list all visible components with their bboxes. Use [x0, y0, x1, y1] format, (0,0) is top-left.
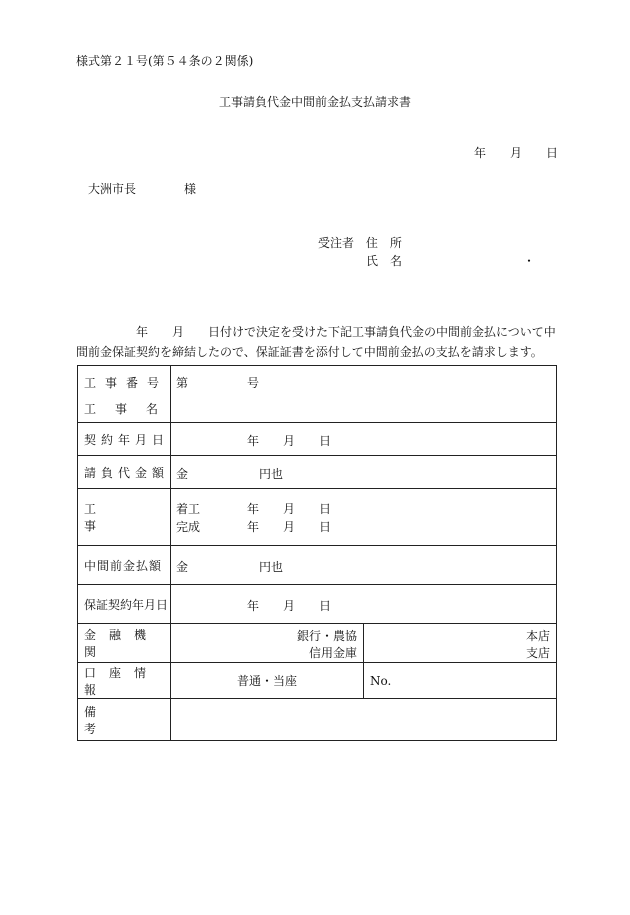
account-type: 普通・当座	[236, 674, 297, 688]
account-type-value[interactable]	[171, 663, 364, 699]
complete-label: 完成	[176, 520, 201, 534]
request-body	[76, 322, 560, 362]
number-suffix: 号	[247, 376, 260, 390]
addressee-honorific: 様	[184, 182, 197, 196]
number-prefix: 第	[176, 376, 189, 390]
bank-type-2: 信用金庫	[308, 646, 357, 660]
account-label-cell	[78, 663, 171, 699]
complete-month: 月	[283, 520, 296, 534]
date-day: 日	[546, 146, 559, 160]
name-label: 氏 名	[366, 254, 403, 268]
address-label: 住 所	[365, 236, 402, 250]
construction-period-value[interactable]	[171, 489, 557, 546]
date-year: 年	[474, 146, 487, 160]
contractor-label: 受注者	[318, 236, 355, 250]
remarks-label-cell	[78, 699, 171, 741]
body-line-2: 間前金保証契約を締結したので、保証証書を添付して中間前金払の支払を請求します。	[76, 345, 543, 359]
contract-date-label: 契約年月日	[84, 432, 170, 447]
branch-sub: 支店	[525, 646, 550, 660]
complete-year: 年	[247, 520, 260, 534]
bank-name-value[interactable]	[171, 624, 364, 663]
addressee	[88, 180, 197, 197]
account-number-label: No.	[370, 673, 392, 688]
request-details-table	[77, 365, 557, 741]
construction-number-name-value[interactable]	[171, 366, 557, 423]
guarantee-day: 日	[319, 599, 332, 613]
bank-branch-value[interactable]	[364, 624, 557, 663]
contract-month: 月	[283, 434, 296, 448]
interim-amount-label-cell	[78, 546, 171, 585]
body-line-1: 年 月 日付けで決定を受けた下記工事請負代金の中間前金払について中	[136, 325, 556, 339]
account-number-value[interactable]	[364, 663, 557, 699]
contract-yen: 円也	[259, 467, 284, 481]
contract-kin: 金	[176, 467, 189, 481]
guarantee-date-label-cell	[78, 585, 171, 624]
guarantee-year: 年	[247, 599, 260, 613]
contract-day: 日	[319, 434, 332, 448]
interim-kin: 金	[176, 560, 189, 574]
construction-number-name-label-cell	[78, 366, 178, 423]
interim-yen: 円也	[259, 560, 284, 574]
start-month: 月	[283, 502, 296, 516]
contract-date-value[interactable]	[171, 423, 557, 456]
contract-amount-value[interactable]	[171, 456, 557, 489]
date-month: 月	[510, 146, 523, 160]
construction-period-label-cell	[78, 489, 171, 546]
seal-mark: ・	[523, 254, 536, 268]
addressee-name: 大洲市長	[88, 182, 137, 196]
start-label: 着工	[176, 502, 201, 516]
guarantee-date-label: 保証契約年月日	[84, 597, 169, 612]
interim-amount-value[interactable]	[171, 546, 557, 585]
guarantee-month: 月	[283, 599, 296, 613]
construction-period-label: 工事	[84, 502, 155, 533]
branch-main: 本店	[525, 629, 550, 643]
bank-label: 金融機関	[84, 628, 160, 659]
remarks-value[interactable]	[171, 699, 557, 741]
guarantee-date-value[interactable]	[171, 585, 557, 624]
form-id: 様式第２１号(第５４条の２関係)	[76, 54, 254, 68]
start-day: 日	[319, 502, 332, 516]
remarks-label: 備考	[84, 704, 155, 736]
account-label: 口座情報	[84, 665, 160, 697]
contract-amount-label: 請負代金額	[84, 465, 170, 480]
construction-name-label: 工事名	[84, 402, 178, 416]
complete-day: 日	[319, 520, 332, 534]
bank-label-cell	[78, 624, 171, 663]
bank-type-1: 銀行・農協	[296, 629, 357, 643]
interim-amount-label: 中間前金払額	[84, 558, 163, 573]
start-year: 年	[247, 502, 260, 516]
document-title: 工事請負代金中間前金払支払請求書	[218, 95, 411, 109]
contract-year: 年	[247, 434, 260, 448]
contractor-address-row	[318, 234, 402, 251]
contract-date-label-cell	[78, 423, 171, 456]
contract-amount-label-cell	[78, 456, 171, 489]
construction-number-label: 工事番号	[84, 376, 169, 390]
